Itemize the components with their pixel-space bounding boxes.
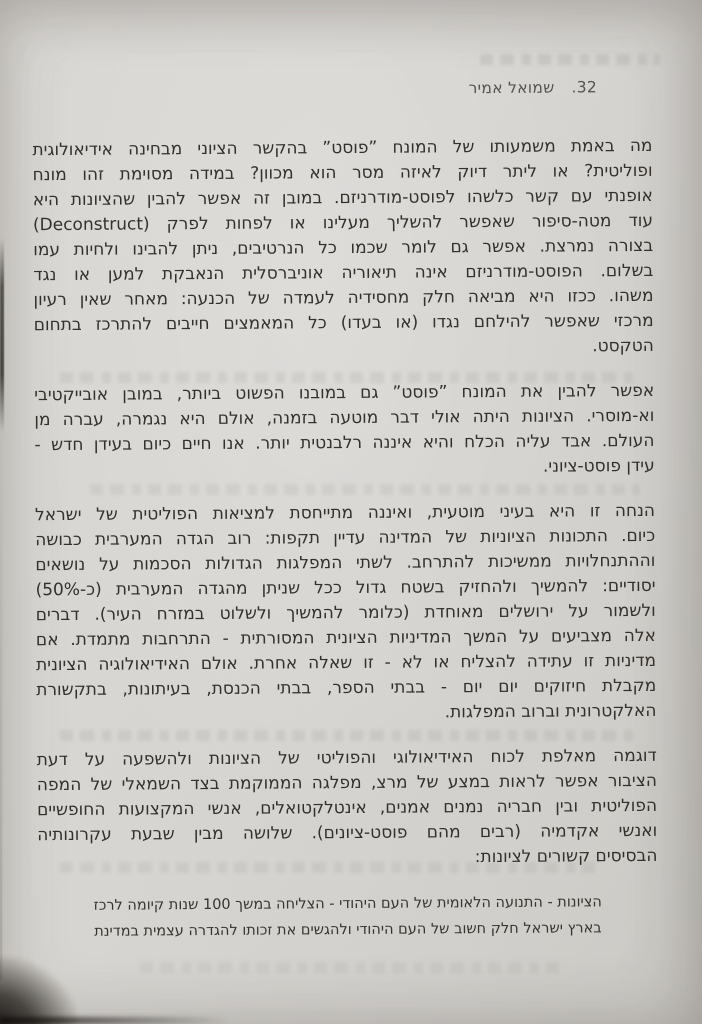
text-line: ופוליטית? או ליתר דיוק לאיזה מסר הוא מכוון? במידה מסוימת זהו מונח xyxy=(32,160,653,186)
author-name: שמואל אמיר xyxy=(468,78,555,98)
text-line: וא-מוסרי. הציונות היתה אולי דבר מוטעה בזמנה, אולם היא נגמרה, עברה מן xyxy=(34,405,655,431)
page-edge-shadow xyxy=(0,1017,230,1024)
paragraph xyxy=(32,134,654,363)
text-line: הטקסט. xyxy=(592,335,654,357)
page-number: 32. xyxy=(571,78,598,97)
footnote-quote xyxy=(38,889,658,945)
page-header xyxy=(468,78,597,97)
text-line: עידן פוסט-ציוני. xyxy=(542,455,655,477)
text-line: וההתנחלויות ממשיכות להתרחב. לשתי המפלגות הגדולות הסכמות על נושאים xyxy=(35,550,656,576)
text-line: משהו. ככזו היא מביאה חלק מחסידיה לעמדה של הכנעה: מאחר שאין רעיון xyxy=(33,285,654,311)
text-line: בצורה נמרצת. אפשר גם לומר שכמו כל הנרטיבים, ניתן להבינו ולחיות עמו xyxy=(33,235,654,261)
text-line: בשלום. הפוסט-מודרניזם אינה תיאוריה אוניברסלית הנאבקת למען או נגד xyxy=(33,260,654,286)
text-line: הבסיסים קשורים לציונות: xyxy=(474,845,658,868)
text-line: יסודיים: להמשיך ולהחזיק בשטח גדול ככל שניתן מהגדה המערבית (כ-50%) xyxy=(35,575,656,601)
text-line: ואנשי אקדמיה (רבים מהם פוסט-ציונים). שלושה מבין שבעת עקרונותיה xyxy=(37,820,658,846)
page-edge-shadow xyxy=(0,238,4,433)
text-body xyxy=(32,134,658,945)
text-line: עוד מטה-סיפור שאפשר להשליך מעלינו או לפחות לפרק (Deconstruct) xyxy=(32,210,654,236)
text-line: כיום. התכונות הציוניות של המדינה עדיין תקפות: רוב הגדה המערבית כבושה xyxy=(35,525,656,551)
text-line: הנחה זו היא בעיני מוטעית, ואיננה מתייחסת למציאות הפוליטית של ישראל xyxy=(34,500,656,526)
text-line: אלה מצביעים על המשך המדיניות הציונית המסורתית - התרחבות מתמדת. אם xyxy=(35,625,656,651)
page-edge-shadow xyxy=(0,420,2,980)
corner-shadow xyxy=(0,957,77,1024)
text-line: מרכזי שאפשר להילחם נגדו (או בעדו) כל המאמצים חייבים להתרכז בתחום xyxy=(33,310,654,336)
text-line: אופנתי עם קשר כלשהו לפוסט-מודרניזם. במובן זה אפשר להבין שהציונות היא xyxy=(32,185,653,211)
text-line: הציבור אפשר לראות במצע של מרצ, מפלגה הממוקמת בצד השמאלי של המפה xyxy=(36,770,657,796)
text-line: מדיניות זו עתידה להצליח או לא - זו שאלה אחרת. אולם האידיאולוגיה הציונית xyxy=(35,650,657,676)
text-line: האלקטרונית וברוב המפלגות. xyxy=(444,700,657,723)
text-line: אפשר להבין את המונח ”פוסט” גם במובנו הפשוט ביותר, במובן אובייקטיבי xyxy=(34,380,655,406)
text-line: דוגמה מאלפת לכוח האידיאולוגי והפוליטי של הציונות ולהשפעה על דעת xyxy=(36,745,657,771)
text-line: מקבלת חיזוקים יום יום - בבתי הספר, בבתי הכנסת, בעיתונות, בתקשורת xyxy=(36,675,657,701)
text-line: הפוליטית ובין חבריה נמנים אמנים, אינטלקטואלים, אנשי המקצועות החופשיים xyxy=(37,795,658,821)
paragraph xyxy=(37,744,658,873)
quote-line: בארץ ישראל חלק חשוב של העם היהודי ולהגשים את זכותו להגדרה עצמית במדינת xyxy=(94,920,602,940)
text-line: מה באמת משמעותו של המונח ”פוסט” בהקשר הציוני מבחינה אידיאולוגית xyxy=(32,135,653,161)
text-line: העולם. אבד עליה הכלח והיא איננה רלבנטית יותר. אנו חיים כיום בעידן חדש - xyxy=(34,430,655,456)
paragraph xyxy=(34,379,655,483)
paragraph xyxy=(35,499,657,728)
text-line: ולשמור על ירושלים מאוחדת (כלומר להמשיך ולשלוט במזרח העיר). דברים xyxy=(35,600,656,626)
quote-line: הציונות - התנועה הלאומית של העם היהודי - הצליחה במשך 100 שנות קיומה לרכז xyxy=(93,894,602,914)
